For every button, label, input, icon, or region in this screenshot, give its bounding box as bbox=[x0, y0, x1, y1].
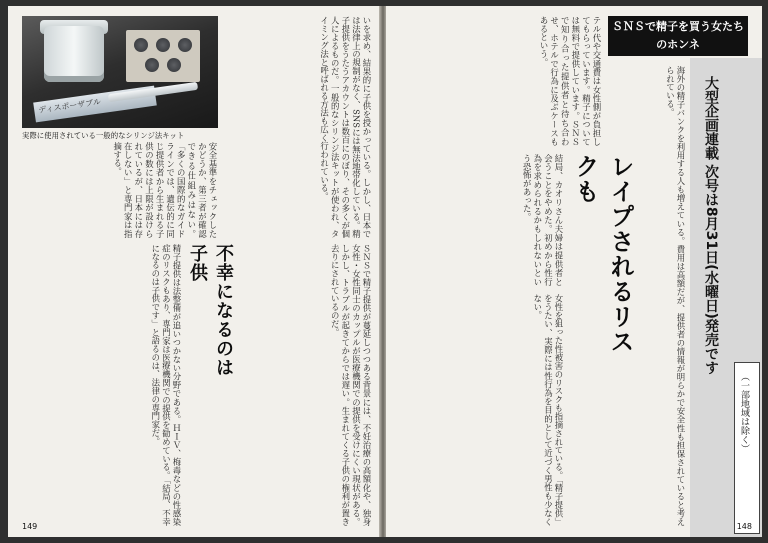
article-column-middle: 結局、カオリさん夫婦は提供者と会うことをやめた。初めから性行為を求められるかもしれないという恐怖があった。 bbox=[522, 154, 564, 286]
right-magazine-page bbox=[386, 6, 762, 537]
specimen-container-icon bbox=[44, 26, 104, 82]
card-dot-icon bbox=[156, 38, 170, 52]
syringe-package-label: ディスポーザブル bbox=[37, 97, 102, 115]
article-column-bottom: 精子提供は法整備が追いつかない分野である。ＨＩＶ、梅毒などの性感染症のリスクもあり、専門家は医療機関での提供を勧めている。「結局、不幸になるのは子供です」と語るのは、法律の専門家だ。 bbox=[150, 244, 182, 526]
card-dot-icon bbox=[145, 58, 159, 72]
next-issue-heading: 大型企画連載 次号は8月31日(水曜日)発売です bbox=[703, 76, 719, 375]
card-dot-icon bbox=[134, 38, 148, 52]
left-magazine-page bbox=[8, 6, 380, 537]
card-dot-icon bbox=[178, 38, 192, 52]
article-column-middle: 安全基準をチェックしたかどうか、第三者が確認できる仕組みはない。「多くの国際的なガイドラインでは、遺伝的に同じ提供者から生まれる子供の数には上限が設けられているが、日本には存在しない」と専門家は指摘する。 bbox=[112, 142, 218, 238]
article-column-lower: ＳＮＳで精子提供が蔓延しつつある背景には、不妊治療の高額化や、独身女性・女性同士のカップルが医療機関での提供を受けにくい現状がある。しかし、トラブルが起きてからでは遅い。生まれてくる子供の権利が置き去りにされているのだ。 bbox=[330, 244, 372, 526]
syringe-kit-photo bbox=[22, 16, 218, 128]
article-column-bottom: 海外の精子バンクを利用する人も増えている。費用は高額だが、提供者の情報が明らかで安全性も担保されていると考えられている。 bbox=[665, 66, 686, 526]
right-headline: レイプされるリスクも bbox=[571, 154, 634, 354]
article-column-top: テル代や交通費は女性側が負担してもらっています。精子については無料で提供しています。ＳＮＳで知り合った提供者と待ち合わせ、ホテルで行為に及ぶケースもあるという。 bbox=[539, 16, 602, 146]
article-title-banner: ＳＮＳで精子を買う女たちのホンネ bbox=[608, 16, 748, 56]
instruction-card bbox=[126, 30, 200, 82]
article-column-top: いを求め、結果的に子供を授かっている。しかし、日本では法律上の規制がなく、SNSには無法地帯化している。精子提供をうたうアカウントは数百にのぼり、その多くが個人によるものだ。一般的なシリンジ法キットが使われ、タイミング法と呼ばれる方法も広く行われている。 bbox=[319, 16, 372, 238]
article-column-lower: 女性を狙った性被害のリスクも指摘されている。「精子提供」をうたい、実際には性行為を目的として近づく男性も少なくない。 bbox=[532, 294, 564, 526]
page-number-left: 149 bbox=[22, 522, 38, 531]
photo-caption: 実際に使用されている一般的なシリンジ法キット bbox=[22, 131, 185, 140]
card-dot-icon bbox=[167, 58, 181, 72]
page-number-right: 148 bbox=[736, 522, 752, 531]
left-headline: 不幸になるのは子供 bbox=[187, 244, 234, 377]
next-issue-note: （一部地域は除く） bbox=[739, 372, 749, 453]
